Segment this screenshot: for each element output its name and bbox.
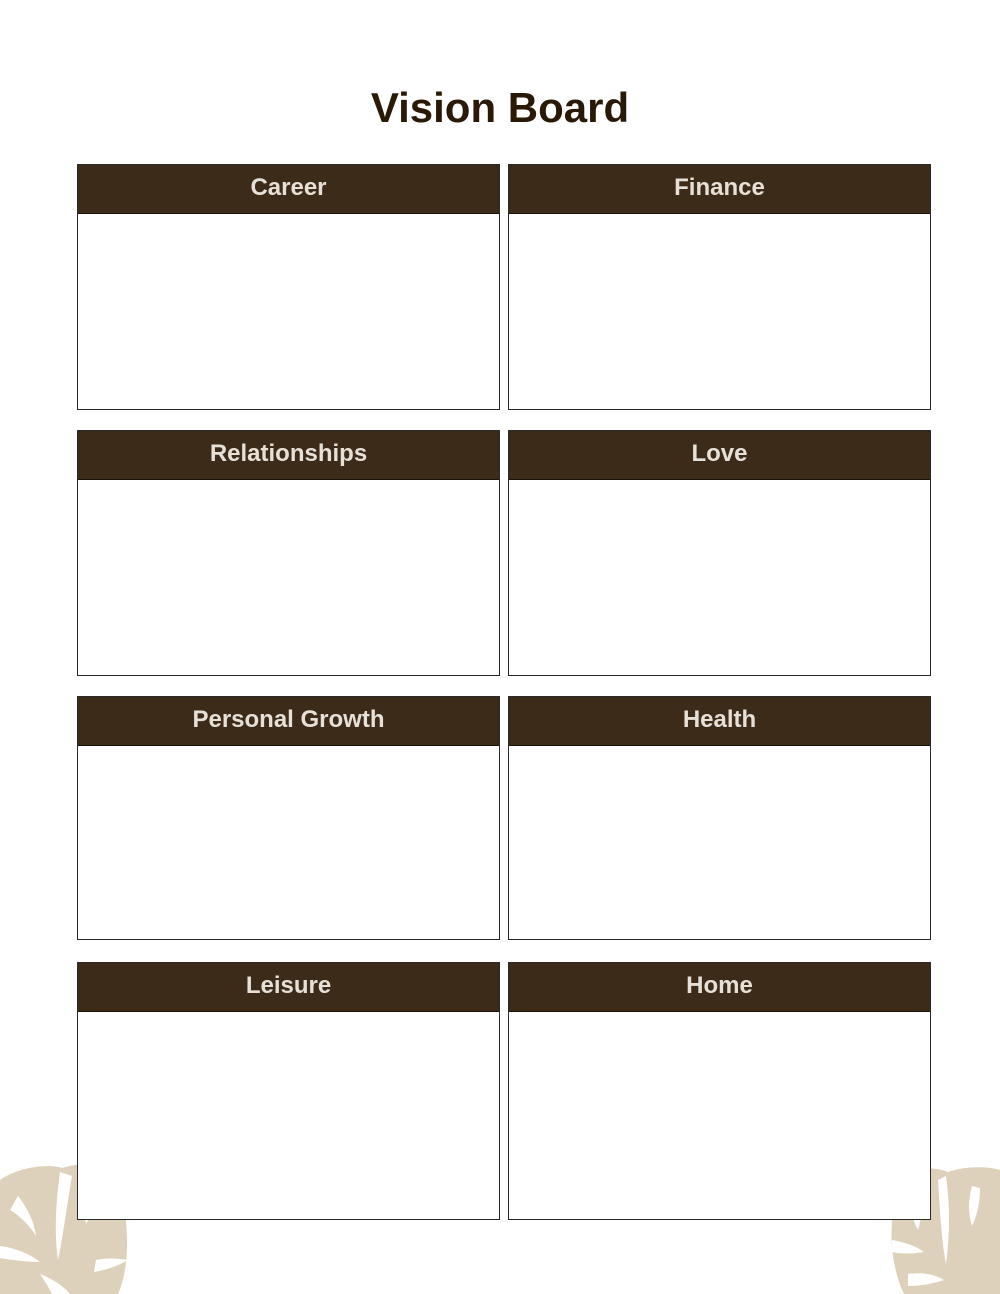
section-card-relationships [77,430,500,676]
section-header-health: Health [509,697,930,746]
section-header-career: Career [78,165,499,214]
section-header-relationships: Relationships [78,431,499,480]
section-header-love: Love [509,431,930,480]
section-header-home: Home [509,963,930,1012]
section-card-leisure [77,962,500,1220]
section-card-love [508,430,931,676]
vision-board-grid [77,164,931,1220]
section-card-finance [508,164,931,410]
section-header-leisure: Leisure [78,963,499,1012]
section-card-health [508,696,931,940]
section-header-finance: Finance [509,165,930,214]
section-card-home [508,962,931,1220]
section-card-personal-growth [77,696,500,940]
section-header-personal-growth: Personal Growth [78,697,499,746]
section-card-career [77,164,500,410]
page-title: Vision Board [370,84,630,131]
